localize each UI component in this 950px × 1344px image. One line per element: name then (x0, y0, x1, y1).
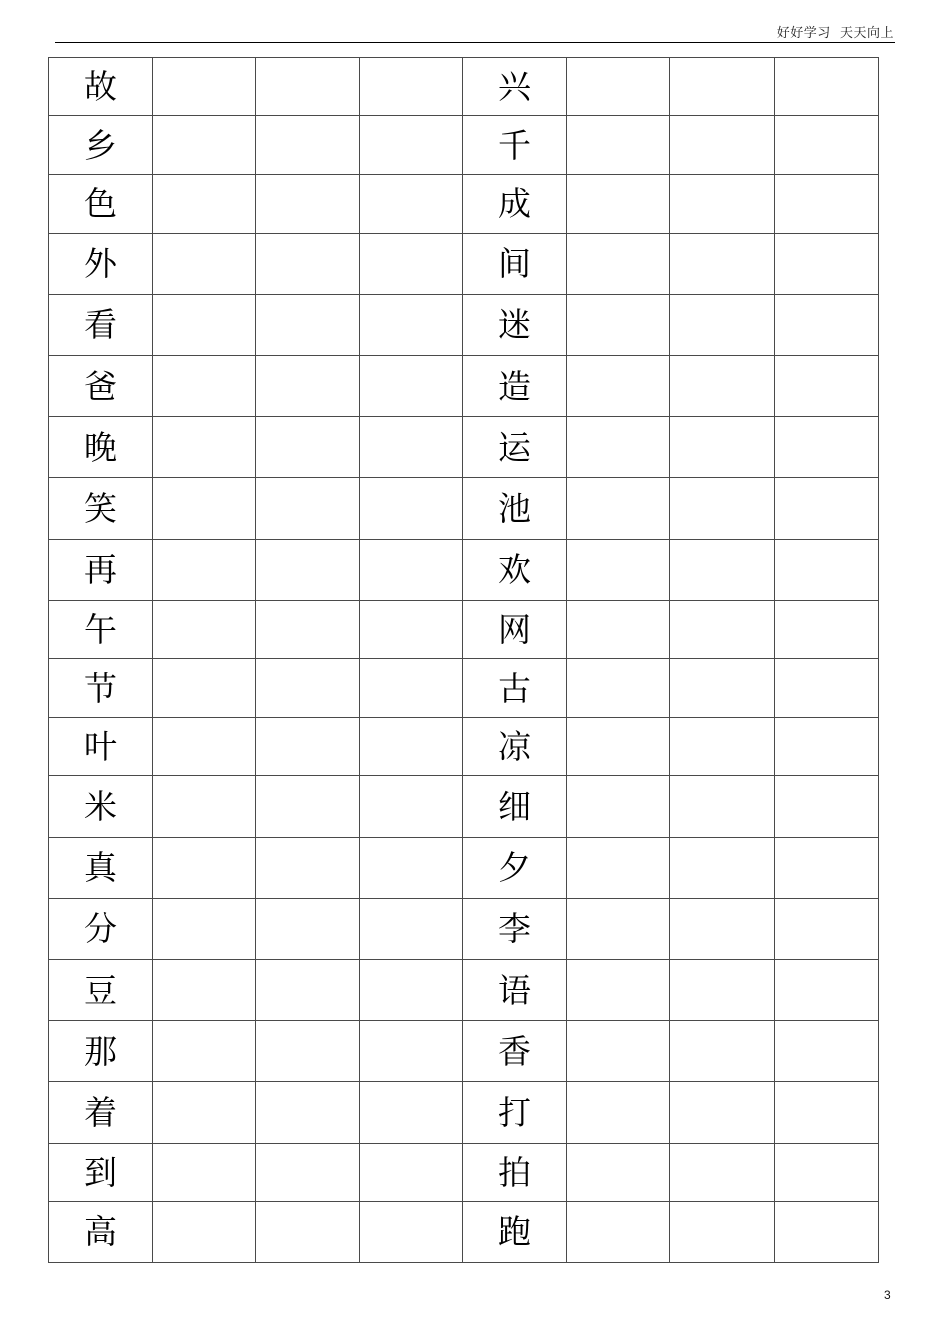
model-character: 笑 (84, 488, 117, 528)
model-char-cell-left (49, 233, 153, 294)
practice-cell (670, 478, 775, 539)
practice-cell (153, 417, 256, 478)
grid-row (49, 1143, 879, 1201)
model-char-cell-left (49, 1021, 153, 1082)
practice-cell (567, 658, 670, 717)
grid-row (49, 175, 879, 233)
practice-cell (153, 294, 256, 355)
model-char-cell-right (463, 776, 567, 837)
model-char-cell-left (49, 58, 153, 116)
model-char-cell-left (49, 478, 153, 539)
practice-cell (775, 718, 879, 776)
practice-cell (153, 837, 256, 898)
model-char-cell-right (463, 959, 567, 1020)
practice-cell (360, 175, 463, 233)
practice-cell (360, 355, 463, 416)
practice-cell (567, 1201, 670, 1262)
practice-cell (775, 116, 879, 175)
practice-cell (153, 116, 256, 175)
practice-cell (360, 898, 463, 959)
grid-row (49, 718, 879, 776)
practice-cell (775, 898, 879, 959)
model-character: 外 (84, 244, 117, 284)
practice-cell (360, 776, 463, 837)
model-char-cell-right (463, 1021, 567, 1082)
model-character: 成 (498, 184, 531, 224)
model-char-cell-right (463, 478, 567, 539)
model-char-cell-left (49, 600, 153, 658)
practice-cell (670, 355, 775, 416)
model-character: 叶 (84, 727, 117, 767)
practice-cell (256, 478, 360, 539)
header-text: 好好学习 天天向上 (776, 26, 894, 41)
practice-cell (775, 233, 879, 294)
practice-cell (360, 1143, 463, 1201)
model-char-cell-left (49, 417, 153, 478)
model-char-cell-right (463, 116, 567, 175)
practice-cell (153, 1201, 256, 1262)
practice-cell (775, 837, 879, 898)
practice-cell (775, 539, 879, 600)
practice-cell (153, 658, 256, 717)
practice-cell (670, 417, 775, 478)
practice-cell (567, 355, 670, 416)
model-character: 到 (84, 1152, 117, 1192)
model-char-cell-left (49, 116, 153, 175)
practice-cell (567, 294, 670, 355)
model-char-cell-left (49, 1201, 153, 1262)
practice-cell (567, 175, 670, 233)
model-char-cell-left (49, 1082, 153, 1143)
grid-row (49, 116, 879, 175)
practice-cell (256, 1143, 360, 1201)
practice-cell (360, 116, 463, 175)
practice-cell (360, 658, 463, 717)
practice-cell (256, 417, 360, 478)
practice-cell (775, 1082, 879, 1143)
model-character: 欢 (498, 550, 531, 590)
practice-cell (567, 837, 670, 898)
grid-row (49, 898, 879, 959)
practice-cell (256, 718, 360, 776)
model-char-cell-right (463, 539, 567, 600)
model-char-cell-right (463, 1201, 567, 1262)
model-char-cell-left (49, 837, 153, 898)
practice-cell (775, 478, 879, 539)
practice-cell (153, 1082, 256, 1143)
grid-row (49, 600, 879, 658)
model-char-cell-right (463, 1082, 567, 1143)
practice-cell (670, 58, 775, 116)
practice-cell (567, 116, 670, 175)
grid-row (49, 355, 879, 416)
grid-row (49, 539, 879, 600)
practice-cell (567, 776, 670, 837)
practice-cell (567, 718, 670, 776)
practice-cell (256, 658, 360, 717)
practice-cell (360, 837, 463, 898)
practice-cell (567, 478, 670, 539)
practice-cell (567, 417, 670, 478)
practice-cell (670, 175, 775, 233)
model-char-cell-left (49, 539, 153, 600)
practice-cell (775, 1021, 879, 1082)
model-character: 着 (84, 1092, 117, 1132)
model-char-cell-right (463, 417, 567, 478)
practice-cell (567, 58, 670, 116)
grid-row (49, 1201, 879, 1262)
practice-cell (360, 1021, 463, 1082)
practice-cell (670, 1201, 775, 1262)
practice-cell (153, 355, 256, 416)
practice-cell (775, 355, 879, 416)
practice-cell (256, 355, 360, 416)
practice-cell (567, 898, 670, 959)
model-character: 千 (498, 125, 531, 165)
model-character: 乡 (84, 125, 117, 165)
model-character: 夕 (498, 848, 531, 888)
grid-row (49, 417, 879, 478)
practice-cell (670, 539, 775, 600)
practice-cell (256, 294, 360, 355)
practice-cell (670, 116, 775, 175)
model-character: 池 (498, 488, 531, 528)
model-char-cell-left (49, 776, 153, 837)
practice-cell (360, 58, 463, 116)
practice-cell (567, 233, 670, 294)
practice-cell (670, 718, 775, 776)
practice-cell (360, 1082, 463, 1143)
practice-cell (670, 959, 775, 1020)
practice-cell (775, 1143, 879, 1201)
grid-row (49, 478, 879, 539)
practice-cell (775, 1201, 879, 1262)
model-char-cell-left (49, 959, 153, 1020)
model-char-cell-left (49, 658, 153, 717)
practice-cell (256, 776, 360, 837)
practice-cell (256, 58, 360, 116)
grid-row (49, 58, 879, 116)
model-char-cell-right (463, 718, 567, 776)
practice-cell (256, 175, 360, 233)
practice-cell (256, 539, 360, 600)
practice-cell (567, 600, 670, 658)
practice-cell (360, 294, 463, 355)
model-char-cell-left (49, 175, 153, 233)
grid-row (49, 776, 879, 837)
practice-cell (670, 776, 775, 837)
model-character: 节 (84, 668, 117, 708)
model-char-cell-right (463, 658, 567, 717)
practice-cell (256, 1082, 360, 1143)
model-character: 古 (498, 668, 531, 708)
model-character: 午 (84, 609, 117, 649)
practice-cell (360, 478, 463, 539)
model-char-cell-right (463, 355, 567, 416)
model-character: 运 (498, 427, 531, 467)
grid-row (49, 233, 879, 294)
model-character: 分 (84, 909, 117, 949)
practice-cell (775, 776, 879, 837)
model-character: 香 (498, 1031, 531, 1071)
model-character: 米 (84, 786, 117, 826)
practice-cell (153, 539, 256, 600)
practice-cell (775, 294, 879, 355)
model-char-cell-right (463, 1143, 567, 1201)
model-character: 高 (84, 1212, 117, 1252)
practice-cell (670, 1082, 775, 1143)
model-char-cell-right (463, 898, 567, 959)
practice-cell (360, 233, 463, 294)
model-character: 那 (84, 1031, 117, 1071)
practice-cell (670, 294, 775, 355)
model-character: 迷 (498, 305, 531, 345)
practice-cell (256, 600, 360, 658)
practice-cell (360, 600, 463, 658)
model-character: 兴 (498, 67, 531, 107)
practice-cell (670, 1143, 775, 1201)
grid-row (49, 837, 879, 898)
practice-cell (775, 58, 879, 116)
header-divider (55, 42, 895, 43)
grid-row (49, 1021, 879, 1082)
grid-row (49, 294, 879, 355)
model-character: 爸 (84, 366, 117, 406)
practice-cell (775, 658, 879, 717)
practice-cell (567, 959, 670, 1020)
model-character: 再 (84, 550, 117, 590)
practice-cell (670, 658, 775, 717)
model-character: 看 (84, 305, 117, 345)
practice-cell (153, 718, 256, 776)
model-char-cell-right (463, 837, 567, 898)
practice-cell (567, 1021, 670, 1082)
model-char-cell-right (463, 58, 567, 116)
model-character: 色 (84, 184, 117, 224)
practice-cell (256, 1201, 360, 1262)
model-char-cell-left (49, 1143, 153, 1201)
model-character: 故 (84, 67, 117, 107)
practice-cell (670, 1021, 775, 1082)
model-character: 网 (498, 609, 531, 649)
practice-cell (256, 959, 360, 1020)
model-char-cell-left (49, 355, 153, 416)
model-character: 细 (498, 786, 531, 826)
practice-cell (775, 175, 879, 233)
practice-cell (256, 1021, 360, 1082)
practice-cell (153, 478, 256, 539)
practice-cell (256, 898, 360, 959)
model-character: 豆 (84, 970, 117, 1010)
model-character: 间 (498, 244, 531, 284)
model-char-cell-right (463, 175, 567, 233)
practice-grid (48, 57, 879, 1263)
model-character: 打 (498, 1092, 531, 1132)
model-character: 晚 (84, 427, 117, 467)
practice-cell (360, 718, 463, 776)
practice-cell (360, 417, 463, 478)
practice-cell (153, 175, 256, 233)
practice-cell (670, 837, 775, 898)
practice-cell (670, 600, 775, 658)
model-char-cell-right (463, 600, 567, 658)
practice-cell (256, 116, 360, 175)
practice-cell (153, 776, 256, 837)
practice-cell (567, 539, 670, 600)
grid-row (49, 959, 879, 1020)
grid-row (49, 1082, 879, 1143)
practice-cell (153, 1143, 256, 1201)
model-char-cell-right (463, 294, 567, 355)
model-char-cell-left (49, 898, 153, 959)
practice-cell (256, 837, 360, 898)
model-character: 李 (498, 909, 531, 949)
page-number: 3 (884, 1288, 891, 1302)
model-character: 语 (498, 970, 531, 1010)
model-char-cell-left (49, 718, 153, 776)
practice-cell (360, 539, 463, 600)
practice-cell (153, 1021, 256, 1082)
practice-cell (567, 1082, 670, 1143)
model-char-cell-left (49, 294, 153, 355)
model-character: 跑 (498, 1212, 531, 1252)
model-character: 拍 (498, 1152, 531, 1192)
practice-cell (153, 233, 256, 294)
practice-cell (256, 233, 360, 294)
practice-cell (153, 58, 256, 116)
practice-cell (775, 417, 879, 478)
model-character: 凉 (498, 727, 531, 767)
practice-cell (775, 959, 879, 1020)
model-character: 真 (84, 848, 117, 888)
practice-cell (670, 898, 775, 959)
practice-cell (360, 1201, 463, 1262)
grid-row (49, 658, 879, 717)
practice-cell (153, 898, 256, 959)
practice-cell (775, 600, 879, 658)
practice-cell (670, 233, 775, 294)
model-character: 造 (498, 366, 531, 406)
practice-cell (153, 600, 256, 658)
practice-cell (567, 1143, 670, 1201)
practice-cell (360, 959, 463, 1020)
model-char-cell-right (463, 233, 567, 294)
practice-cell (153, 959, 256, 1020)
